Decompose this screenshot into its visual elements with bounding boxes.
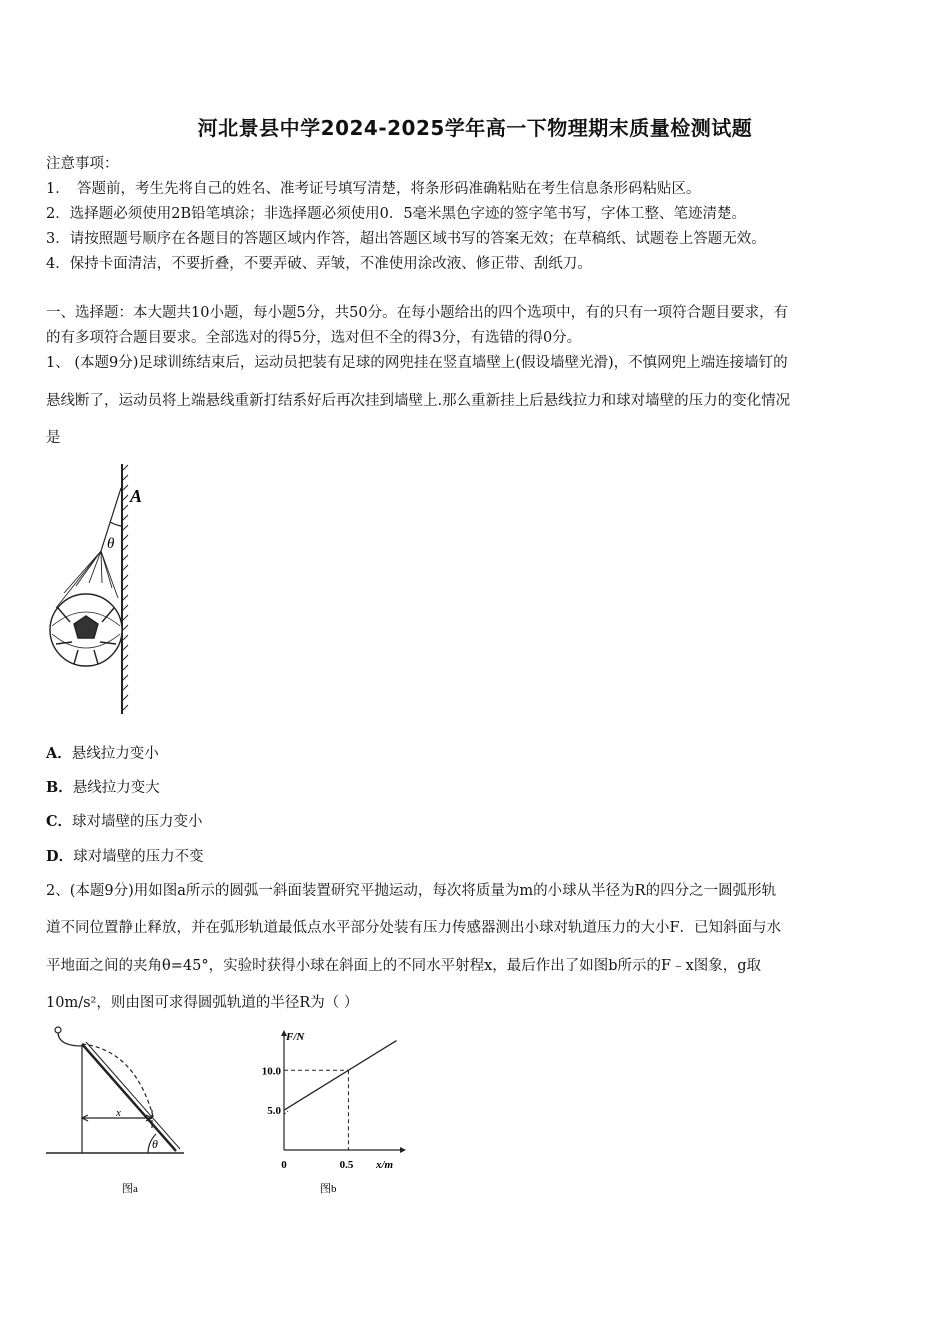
notice-item: 3．请按照题号顺序在各题目的答题区域内作答，超出答题区域书写的答案无效；在草稿纸、试题卷上答题无效。	[46, 231, 766, 247]
question-1-text: 是	[46, 430, 61, 446]
series-line	[284, 1041, 397, 1111]
question-2-text: 平地面之间的夹角θ=45°，实验时获得小球在斜面上的不同水平射程x，最后作出了如图b所示的F﹣x图象，g取	[46, 958, 762, 974]
figure-a-caption: 图a	[122, 1183, 138, 1195]
option-b[interactable]	[46, 776, 160, 797]
question-1-text: 1、 (本题9分)足球训练结束后，运动员把装有足球的网兜挂在竖直墙壁上(假设墙壁光滑)，不慎网兜上端连接墙钉的	[46, 355, 788, 371]
option-text: 球对墙壁的压力变小	[72, 814, 203, 830]
question-2-text: 10m/s²，则由图可求得圆弧轨道的半径R为（ ）	[46, 995, 359, 1011]
notice-item: 4．保持卡面清洁，不要折叠，不要弄破、弄皱，不准使用涂改液、修正带、刮纸刀。	[46, 256, 592, 272]
figure-a-apparatus	[44, 1020, 204, 1200]
option-a[interactable]	[46, 742, 159, 763]
option-letter: D．	[46, 848, 74, 865]
point-a-label: A	[130, 486, 143, 506]
section-instruction: 的有多项符合题目要求。全部选对的得5分，选对但不全的得3分，有选错的得0分。	[46, 330, 582, 346]
figure-b-caption: 图b	[320, 1183, 337, 1195]
option-text: 悬线拉力变小	[71, 746, 159, 762]
question-1-text: 悬线断了，运动员将上端悬线重新打结系好后再次挂到墙壁上.那么重新挂上后悬线拉力和球对墙壁的压力的变化情况	[46, 393, 791, 409]
option-d[interactable]	[46, 845, 204, 866]
x-tick-label: 0	[281, 1159, 287, 1171]
fx-chart	[262, 1030, 406, 1171]
option-text: 悬线拉力变大	[72, 780, 160, 796]
football	[50, 594, 122, 666]
option-letter: C．	[46, 813, 73, 830]
x-tick-label: 0.5	[339, 1159, 354, 1171]
figure-b-graph	[250, 1020, 410, 1200]
option-text: 球对墙壁的压力不变	[73, 849, 204, 865]
angle-theta-label: θ	[107, 536, 115, 552]
x-axis-title: x/m	[376, 1159, 394, 1171]
arc-track	[58, 1032, 82, 1046]
page-title: 河北景县中学2024-2025学年高一下物理期末质量检测试题	[197, 116, 753, 140]
theta-label: θ	[152, 1137, 158, 1151]
notice-heading: 注意事项：	[46, 156, 119, 172]
net-ball-figure	[44, 458, 164, 720]
question-2-text: 2、(本题9分)用如图a所示的圆弧一斜面装置研究平抛运动，每次将质量为m的小球从半径为R的四分之一圆弧形轨	[46, 883, 777, 899]
y-tick-label: 10.0	[261, 1065, 281, 1078]
option-letter: A．	[46, 745, 72, 762]
notice-item: 1． 答题前，考生先将自己的姓名、准考证号填写清楚，将条形码准确粘贴在考生信息条形码粘贴区。	[46, 181, 701, 197]
y-axis-title: F/N	[286, 1031, 305, 1043]
x-label: x	[116, 1107, 121, 1119]
option-c[interactable]	[46, 810, 203, 831]
section-instruction: 一、选择题：本大题共10小题，每小题5分，共50分。在每小题给出的四个选项中，有的只有一项符合题目要求，有	[46, 305, 789, 321]
y-tick-label: 5.0	[267, 1105, 281, 1118]
notice-item: 2．选择题必须使用2B铅笔填涂；非选择题必须使用0．5毫米黑色字迹的签字笔书写，字体工整、笔迹清楚。	[46, 206, 747, 222]
incline-surface	[82, 1044, 176, 1151]
wall-hatching	[122, 464, 128, 714]
option-letter: B．	[46, 779, 73, 796]
intercept-dash	[284, 1111, 288, 1114]
x-axis-arrow	[400, 1147, 406, 1153]
question-2-text: 道不同位置静止释放，并在弧形轨道最低点水平部分处装有压力传感器测出小球对轨道压力的大小F．已知斜面与水	[46, 920, 782, 936]
